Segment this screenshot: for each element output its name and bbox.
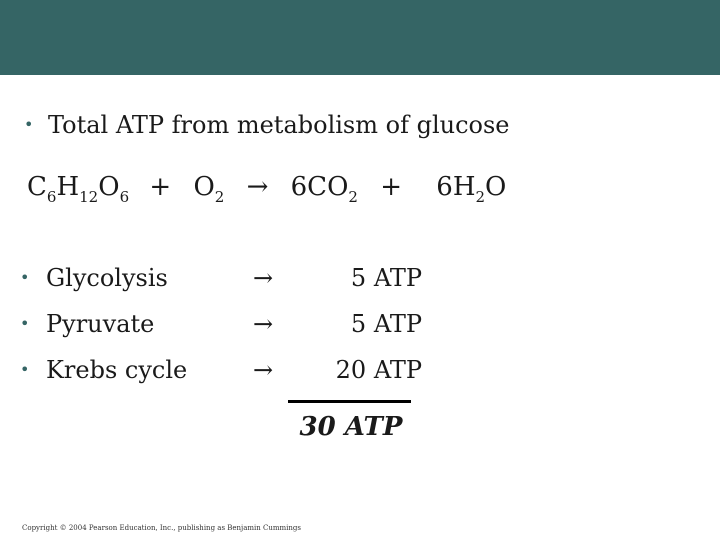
bullet-icon: • [20,360,30,379]
bullet-icon: • [24,115,34,134]
step-value: 5 ATP [350,264,422,292]
bullet-icon: • [20,268,30,287]
eq-sub: 12 [79,188,99,206]
step-value: 5 ATP [350,310,422,338]
step-label: Glycolysis [46,264,168,292]
eq-water: 6H [436,172,476,202]
eq-sub: 2 [475,188,486,206]
eq-plus: + [149,172,172,202]
eq-sub: 2 [214,188,225,206]
copyright-notice: Copyright © 2004 Pearson Education, Inc., publishing as Benjamin Cummings [22,524,301,532]
eq-carbon: C [27,172,47,202]
arrow-icon: → [253,310,274,338]
step-row-glycolysis [20,261,440,295]
eq-hydrogen: H [56,172,80,202]
eq-plus: + [380,172,403,202]
sum-rule [288,400,411,403]
eq-oxygen-molecule: O [193,172,215,202]
eq-sub: 6 [119,188,130,206]
step-label: Krebs cycle [46,356,188,384]
bullet-icon: • [20,314,30,333]
arrow-icon: → [253,356,274,384]
title-bullet-text: Total ATP from metabolism of glucose [48,111,510,139]
eq-arrow-icon: → [246,172,269,202]
step-row-pyruvate [20,307,440,341]
header-band [0,0,720,75]
step-row-krebs-cycle [20,353,440,387]
arrow-icon: → [253,264,274,292]
step-label: Pyruvate [46,310,155,338]
eq-oxygen: O [98,172,120,202]
step-value: 20 ATP [335,356,422,384]
eq-sub: 6 [46,188,57,206]
total-atp: 30 ATP [299,412,403,442]
eq-sub: 2 [348,188,358,206]
title-bullet [24,108,510,142]
eq-carbon-dioxide: 6CO [290,172,349,202]
glucose-equation [27,170,506,204]
eq-water-o: O [485,172,507,202]
